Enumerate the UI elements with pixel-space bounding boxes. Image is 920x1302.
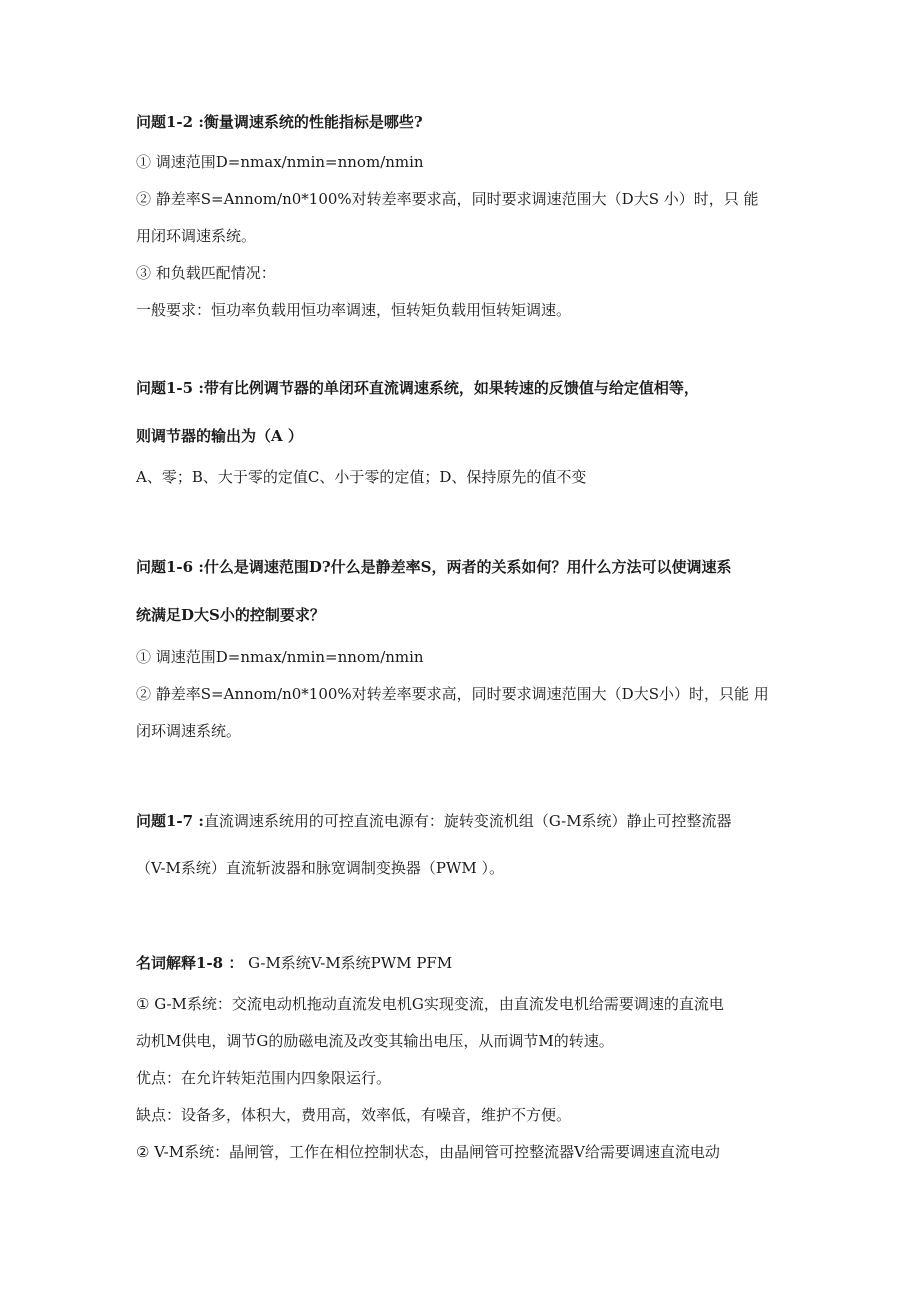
term-1-8-terms: G-M系统V-M系统PWM PFM xyxy=(248,954,453,972)
question-1-7-text-line-1: 直流调速系统用的可控直流电源有：旋转变流机组（G-M系统）静止可控整流器 xyxy=(203,812,732,830)
question-1-7-text-line-2: （V-M系统）直流斩波器和脉宽调制变换器（PWM ）。 xyxy=(136,859,505,877)
q1-2-item-3: ③ 和负载匹配情况： xyxy=(136,264,276,282)
q1-2-item-2-line-1: ② 静差率S=Annom/n0*100%对转差率要求高，同时要求调速范围大（D大S 小）时，只 能 xyxy=(136,190,759,208)
q1-6-item-2-line-2: 闭环调速系统。 xyxy=(136,722,242,740)
term-gm-cons: 缺点：设备多，体积大，费用高，效率低，有噪音，维护不方便。 xyxy=(136,1106,572,1124)
term-gm-pros: 优点：在允许转矩范围内四象限运行。 xyxy=(136,1069,392,1087)
term-vm-line-1: ② V-M系统：晶闸管，工作在相位控制状态，由晶闸管可控整流器V给需要调速直流电动 xyxy=(136,1143,720,1161)
question-1-7-label: 问题1-7 : xyxy=(136,812,204,830)
question-1-6-heading-line-1: 问题1-6 :什么是调速范围D?什么是静差率S，两者的关系如何？用什么方法可以使调速系 xyxy=(136,558,732,576)
q1-2-item-1: ① 调速范围D=nmax/nmin=nnom/nmin xyxy=(136,153,424,171)
q1-2-item-2-line-2: 用闭环调速系统。 xyxy=(136,227,257,245)
question-1-7-line-1 xyxy=(136,811,796,831)
term-1-8-label: 名词解释1-8 ： xyxy=(136,954,244,972)
question-1-5-heading-line-2: 则调节器的输出为（A ） xyxy=(136,427,303,445)
question-1-2-heading: 问题1-2 :衡量调速系统的性能指标是哪些? xyxy=(136,113,423,131)
q1-5-options: A、零；B、大于零的定值C、小于零的定值；D、保持原先的值不变 xyxy=(136,468,587,486)
question-1-5-heading-line-1: 问题1-5 :带有比例调节器的单闭环直流调速系统，如果转速的反馈值与给定值相等， xyxy=(136,379,699,397)
term-gm-line-2: 动机M供电，调节G的励磁电流及改变其输出电压，从而调节M的转速。 xyxy=(136,1032,614,1050)
term-1-8-heading xyxy=(136,953,796,973)
q1-2-general-requirement: 一般要求：恒功率负载用恒功率调速，恒转矩负载用恒转矩调速。 xyxy=(136,301,572,319)
q1-6-item-1: ① 调速范围D=nmax/nmin=nnom/nmin xyxy=(136,648,424,666)
question-1-6-heading-line-2: 统满足D大S小的控制要求？ xyxy=(136,606,325,624)
term-gm-line-1: ① G-M系统：交流电动机拖动直流发电机G实现变流，由直流发电机给需要调速的直流电 xyxy=(136,995,724,1013)
q1-6-item-2-line-1: ② 静差率S=Annom/n0*100%对转差率要求高，同时要求调速范围大（D大S小）时，只能 用 xyxy=(136,685,769,703)
